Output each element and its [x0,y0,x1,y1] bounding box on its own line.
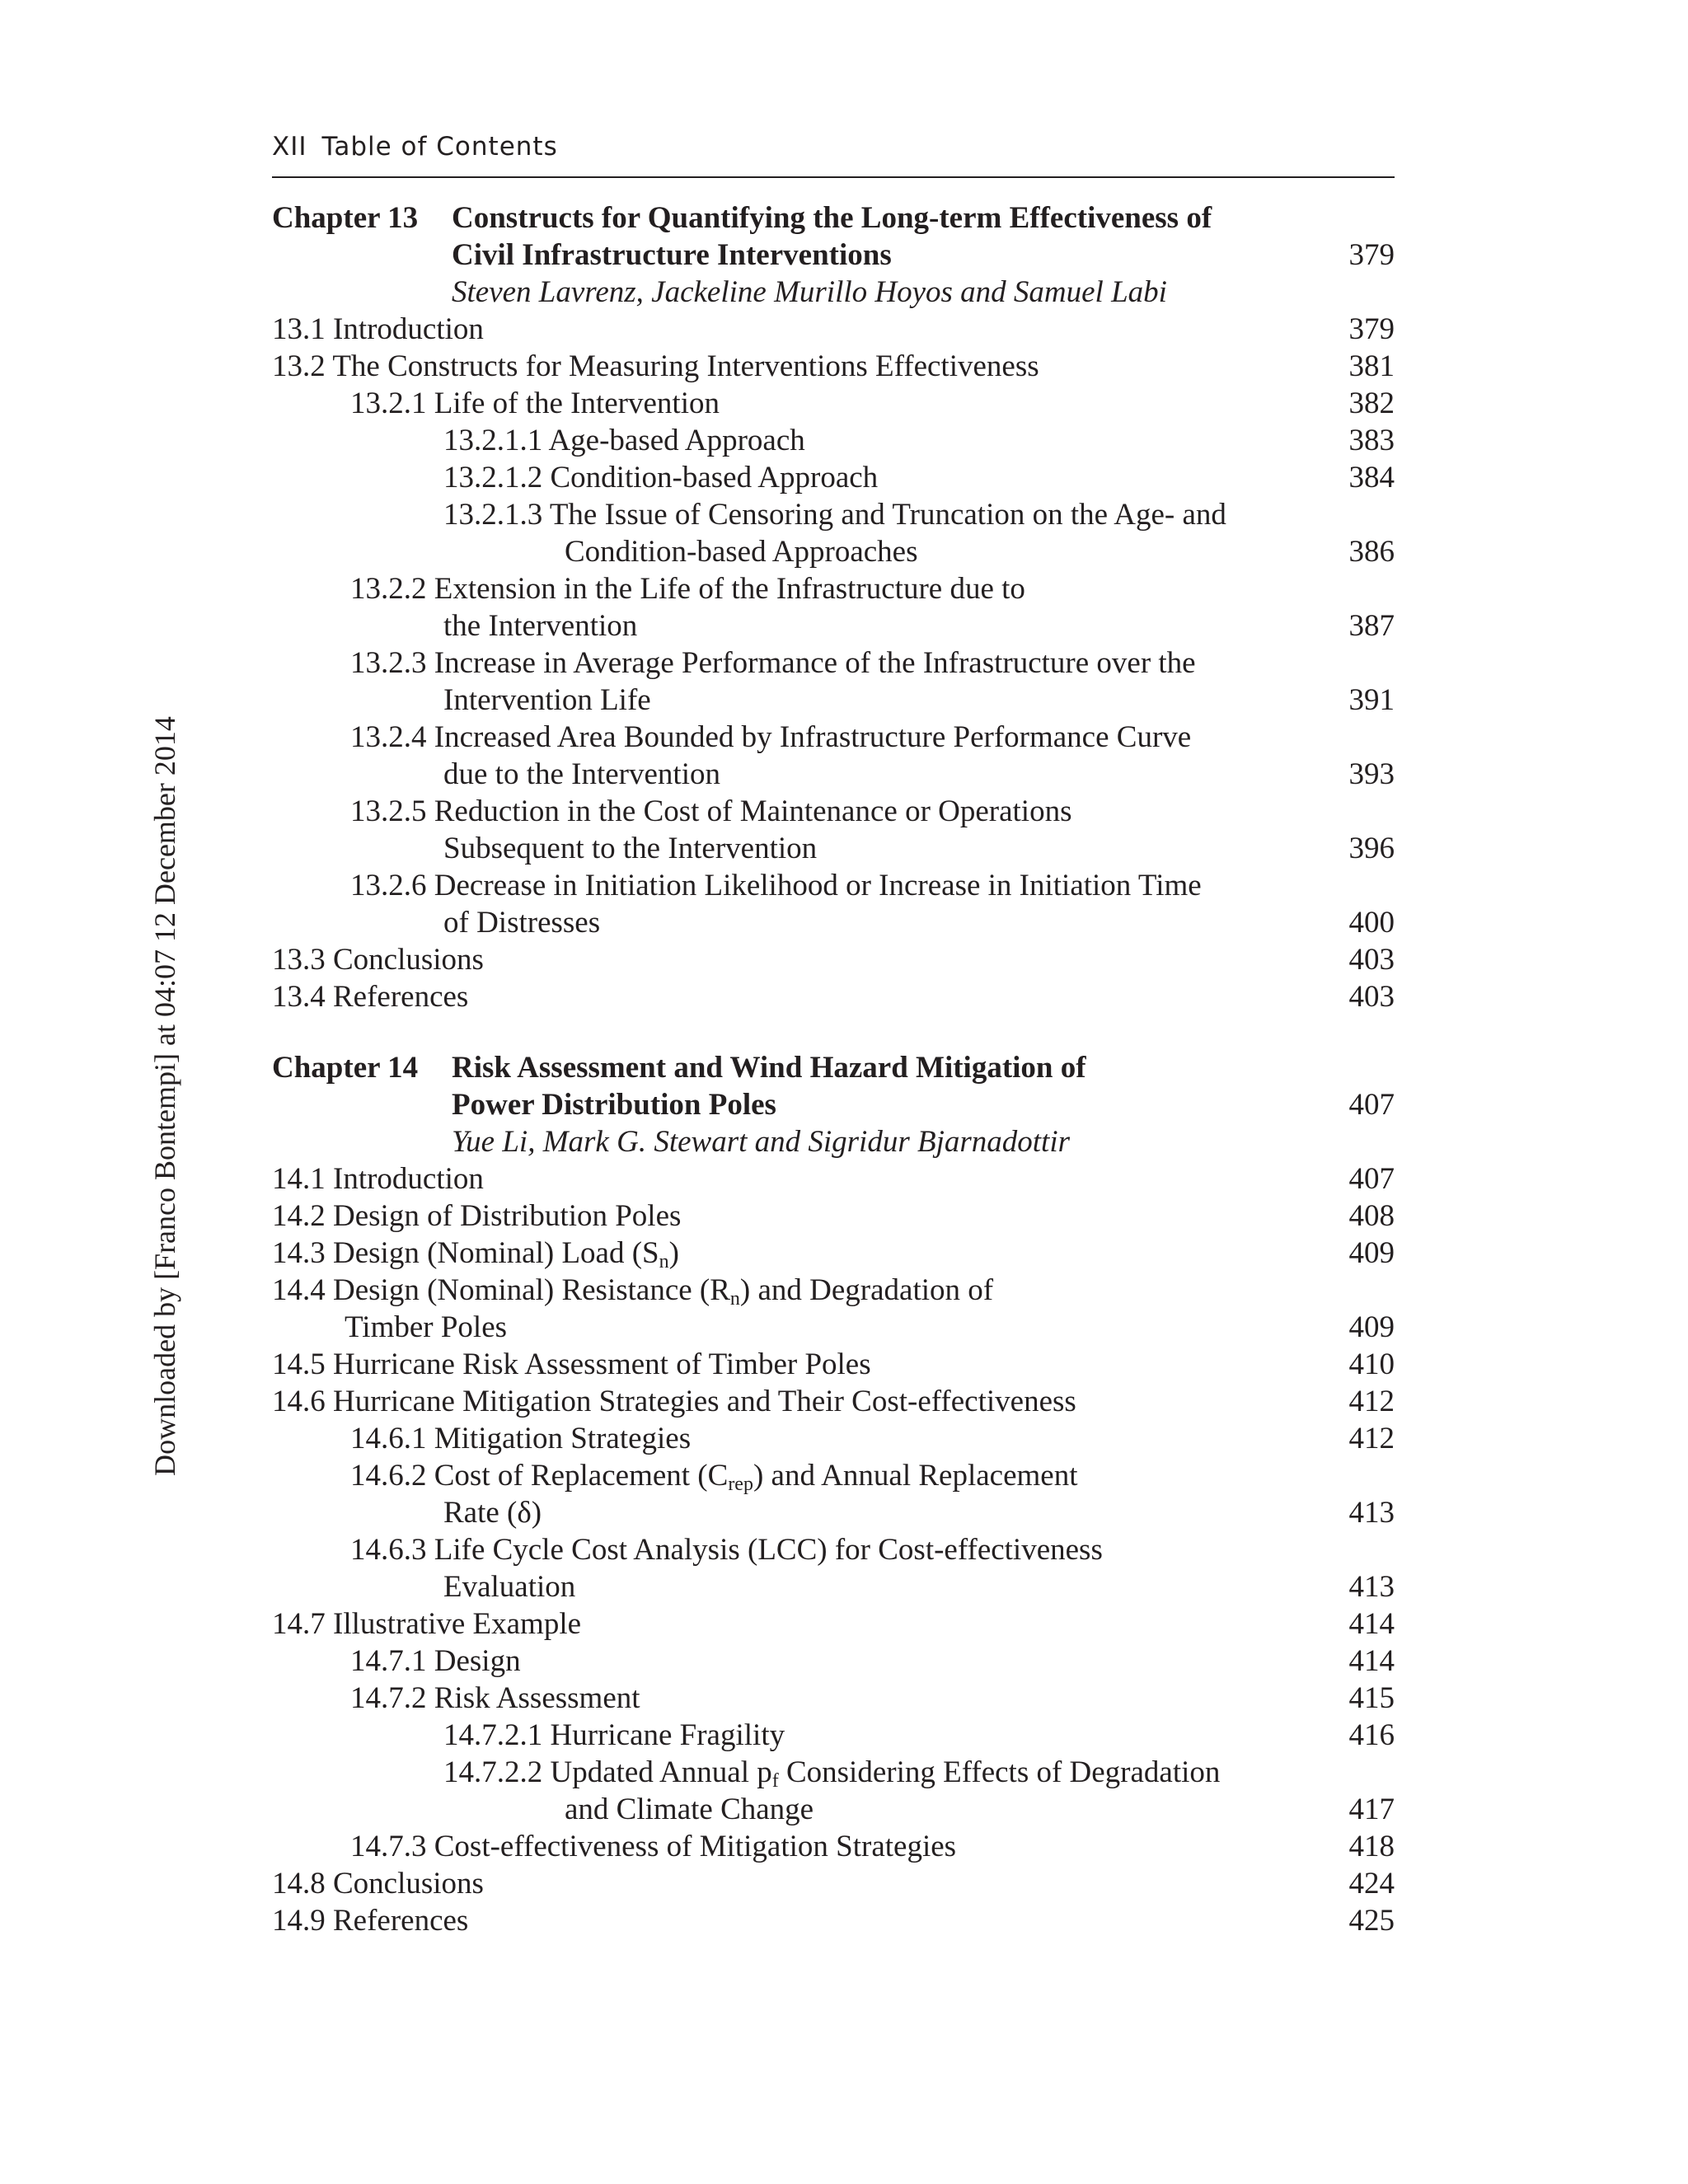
entry-page-number: 414 [1348,1607,1395,1641]
chapter-authors-row [272,274,1395,311]
entry-title: Rate (δ) [443,1496,542,1530]
toc-entry [272,496,1395,533]
entry-title: 13.2.3 Increase in Average Performance of the Infrastructure over the [350,646,1196,680]
running-header [272,132,1395,178]
entry-title: 14.7.2.1 Hurricane Fragility [443,1718,785,1752]
entry-title: 14.6.1 Mitigation Strategies [350,1422,692,1455]
toc-entries [272,311,1395,1015]
entry-title: the Intervention [443,609,638,643]
toc-entry [272,1160,1395,1197]
entry-title-part: Considering Effects of Degradation [778,1755,1221,1789]
entry-title [350,1457,1077,1494]
toc-entry [272,941,1395,978]
toc-entry [272,1902,1395,1939]
toc-entry [272,607,1395,644]
toc-entry [272,1754,1395,1791]
entry-title-part: 14.7.2.2 Updated Annual p [443,1755,772,1789]
chapter-title-row [272,237,1395,274]
toc-entry [272,1717,1395,1754]
entry-title: Subsequent to the Intervention [443,832,818,865]
entry-page-number: 384 [1348,461,1395,494]
entry-title-part: 14.3 Design (Nominal) Load (S [272,1236,659,1270]
chapter-title-row [272,199,1395,237]
entry-title: 13.4 References [272,980,469,1014]
entry-page-number: 410 [1348,1347,1395,1381]
chapter-13-block [272,199,1395,1015]
toc-entry [272,1828,1395,1865]
entry-page-number: 383 [1348,424,1395,457]
entry-page-number: 387 [1348,609,1395,643]
entry-title: 14.2 Design of Distribution Poles [272,1199,682,1233]
entry-page-number: 413 [1348,1496,1395,1530]
toc-entry [272,1235,1395,1272]
chapter-label: Chapter 14 [272,1051,419,1085]
entry-page-number: 408 [1348,1199,1395,1233]
entry-title-part: 14.6.2 Cost of Replacement (C [350,1459,729,1493]
entry-title: of Distresses [443,906,601,940]
entry-page-number: 415 [1348,1681,1395,1715]
entry-title: 13.2.6 Decrease in Initiation Likelihood or Increase in Initiation Time [350,869,1202,902]
toc-entry [272,904,1395,941]
entry-title: and Climate Change [565,1793,814,1826]
entry-page-number: 403 [1348,943,1395,977]
chapter-label: Chapter 13 [272,201,419,235]
entry-page-number: 413 [1348,1570,1395,1604]
entry-title: 13.3 Conclusions [272,943,484,977]
chapter-title: Power Distribution Poles [452,1088,776,1122]
toc-entry [272,1494,1395,1531]
entry-title: 13.2 The Constructs for Measuring Interventions Effectiveness [272,349,1039,383]
entry-title-part: ) and Degradation of [739,1273,994,1307]
chapter-title: Constructs for Quantifying the Long-term Effectiveness of [452,201,1212,235]
entry-page-number: 418 [1348,1830,1395,1863]
entry-page-number: 407 [1348,1162,1395,1196]
entry-title: 13.2.4 Increased Area Bounded by Infrastructure Performance Curve [350,720,1192,754]
toc-entry [272,1197,1395,1235]
entry-page-number: 386 [1348,535,1395,569]
toc-entry [272,1643,1395,1680]
toc-entry [272,533,1395,570]
entry-page-number: 396 [1348,832,1395,865]
chapter-14-block [272,1049,1395,1939]
entry-page-number: 412 [1348,1385,1395,1418]
entry-title: 14.6.3 Life Cycle Cost Analysis (LCC) for Cost-effectiveness [350,1533,1103,1567]
entry-page-number: 409 [1348,1236,1395,1270]
entry-page-number: 409 [1348,1310,1395,1344]
entry-title [272,1235,679,1272]
entry-title: 14.7.2 Risk Assessment [350,1681,640,1715]
toc-entry [272,978,1395,1015]
toc-entry [272,348,1395,385]
entry-title: 13.1 Introduction [272,312,484,346]
entry-title: 13.2.1.2 Condition-based Approach [443,461,879,494]
toc-entry [272,644,1395,682]
entry-title-part: ) and Annual Replacement [753,1459,1078,1493]
entry-title [443,1754,1220,1791]
entry-title: 13.2.5 Reduction in the Cost of Maintenance or Operations [350,794,1072,828]
entry-page-number: 400 [1348,906,1395,940]
toc-entry [272,422,1395,459]
entry-title: 14.8 Conclusions [272,1867,484,1900]
toc-entry [272,867,1395,904]
entry-page-number: 414 [1348,1644,1395,1678]
toc-entry [272,459,1395,496]
toc-entry [272,1568,1395,1605]
entry-page-number: 381 [1348,349,1395,383]
toc-entry [272,570,1395,607]
chapter-authors: Steven Lavrenz, Jackeline Murillo Hoyos and Samuel Labi [452,275,1167,309]
toc-entries [272,1160,1395,1939]
chapter-title: Civil Infrastructure Interventions [452,238,892,272]
toc-entry [272,793,1395,830]
toc-entry [272,1865,1395,1902]
entry-title: Intervention Life [443,683,651,717]
entry-page-number: 379 [1348,312,1395,346]
entry-title: 13.2.1.1 Age-based Approach [443,424,805,457]
entry-title: 14.5 Hurricane Risk Assessment of Timber Poles [272,1347,871,1381]
entry-title-part: ) [668,1236,679,1270]
toc-entry [272,719,1395,756]
entry-title: 14.7.3 Cost-effectiveness of Mitigation Strategies [350,1830,957,1863]
entry-subscript: rep [728,1474,753,1495]
toc-entry [272,1791,1395,1828]
entry-page-number: 382 [1348,387,1395,420]
toc-entry [272,1457,1395,1494]
toc-entry [272,1272,1395,1309]
entry-title: 13.2.1 Life of the Intervention [350,387,720,420]
entry-page-number: 412 [1348,1422,1395,1455]
entry-page-number: 417 [1348,1793,1395,1826]
toc-entry [272,1420,1395,1457]
chapter-page-number: 407 [1348,1088,1395,1122]
entry-title: 13.2.1.3 The Issue of Censoring and Truncation on the Age- and [443,498,1226,532]
chapter-title: Risk Assessment and Wind Hazard Mitigation of [452,1051,1086,1085]
entry-title: Timber Poles [345,1310,508,1344]
entry-title [272,1272,993,1309]
chapter-page-number: 379 [1348,238,1395,272]
entry-subscript: f [771,1770,779,1792]
page-number: XII [272,132,307,162]
toc-entry [272,1346,1395,1383]
chapter-title-row [272,1086,1395,1123]
chapter-authors-row [272,1123,1395,1160]
entry-title: Condition-based Approaches [565,535,918,569]
entry-title: 14.1 Introduction [272,1162,484,1196]
entry-subscript: n [729,1288,740,1310]
chapter-title-row [272,1049,1395,1086]
toc-entry [272,1680,1395,1717]
entry-page-number: 403 [1348,980,1395,1014]
entry-title: 14.7.1 Design [350,1644,521,1678]
toc-entry [272,385,1395,422]
entry-page-number: 416 [1348,1718,1395,1752]
entry-title: Evaluation [443,1570,576,1604]
toc-entry [272,756,1395,793]
entry-subscript: n [659,1251,669,1272]
entry-title-part: 14.4 Design (Nominal) Resistance (R [272,1273,730,1307]
toc-entry [272,1531,1395,1568]
toc-entry [272,1605,1395,1643]
entry-page-number: 424 [1348,1867,1395,1900]
toc-entry [272,830,1395,867]
toc-entry [272,1309,1395,1346]
entry-page-number: 391 [1348,683,1395,717]
entry-page-number: 393 [1348,757,1395,791]
entry-title: 14.7 Illustrative Example [272,1607,582,1641]
toc-entry [272,311,1395,348]
chapter-authors: Yue Li, Mark G. Stewart and Sigridur Bjarnadottir [452,1125,1071,1159]
entry-title: 13.2.2 Extension in the Life of the Infrastructure due to [350,572,1025,606]
entry-page-number: 425 [1348,1904,1395,1938]
toc-entry [272,682,1395,719]
running-title: Table of Contents [321,132,558,162]
entry-title: 14.6 Hurricane Mitigation Strategies and Their Cost-effectiveness [272,1385,1076,1418]
toc-entry [272,1383,1395,1420]
watermark-text: Downloaded by [Franco Bontempi] at 04:07 12 December 2014 [148,716,181,1476]
entry-title: due to the Intervention [443,757,720,791]
entry-title: 14.9 References [272,1904,469,1938]
